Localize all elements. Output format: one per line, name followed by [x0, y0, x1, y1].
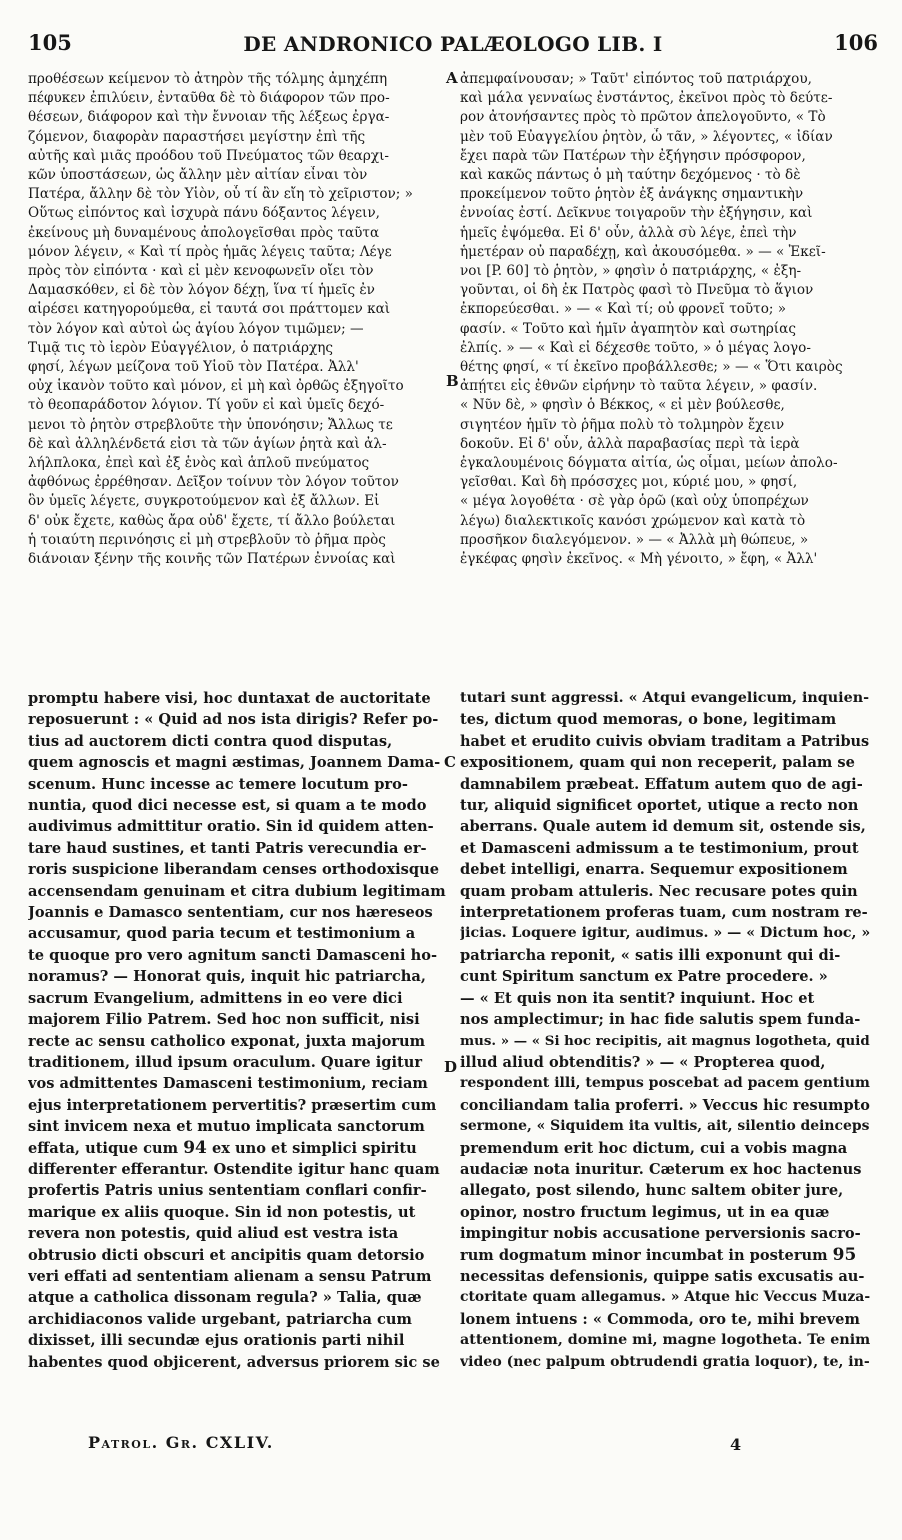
running-header [28, 30, 878, 60]
text-line: Πατέρα, ἄλλην δὲ τὸν Υἱὸν, οὗ τί ἂν εἴη τὸ χεῖριστον; » [28, 186, 413, 203]
text-line: ἀπῄτει εἰς ἐθνῶν εἰρήνην τὸ ταῦτα λέγειν, » φασίν. [460, 378, 818, 395]
text-line: καὶ κακῶς πάντως ὁ μὴ ταύτην δεχόμενος · τὸ δὲ [460, 167, 801, 184]
text-line: roris suspicione liberandam censes orthodoxisque [28, 861, 439, 879]
text-line: video (nec palpum obtrudendi gratia loquor), te, in- [460, 1353, 870, 1370]
text-line: archidiaconos valide urgebant, patriarcha cum [28, 1310, 412, 1328]
text-line: opinor, nostro fructum legimus, ut in ea quæ [460, 1203, 830, 1221]
text-line: ἀπεμφαίνουσαν; » Ταῦτ' εἰπόντος τοῦ πατριάρχου, [460, 71, 812, 87]
text-line: rum dogmatum minor incumbat in posterum 95 [460, 1244, 857, 1265]
text-line: ζόμενον, διαφορὰν παραστήσει μεγίστην ἐπὶ τῆς [28, 128, 366, 145]
text-line: ἀφθόνως ἐρρέθησαν. Δεῖξον τοίνυν τὸν λόγον τοῦτον [28, 474, 399, 491]
text-line: tius ad auctorem dicti contra quod disputas, [28, 732, 393, 750]
section-marker-c: C [444, 753, 456, 771]
text-line: promptu habere visi, hoc duntaxat de auctoritate [28, 690, 431, 707]
text-line: traditionem, illud ipsum oraculum. Quare igitur [28, 1053, 423, 1071]
page-number-left: 105 [28, 30, 72, 55]
text-line: reposuerunt : « Quid ad nos ista dirigis? Refer po- [28, 711, 439, 729]
text-line: θέσεων, διάφορον καὶ τὴν ἔννοιαν τῆς λέξεως ἐργα- [28, 109, 390, 126]
text-line: ἐκείνους μὴ δυναμένους ἀπολογεῖσθαι πρὸς ταῦτα [28, 224, 380, 241]
text-line: habentes quod objicerent, adversus priorem sic se [28, 1353, 440, 1371]
text-line: accusamur, quod paria tecum et testimonium a [28, 925, 416, 943]
text-line: μενοι τὸ ῥητὸν στρεβλοῦτε τὴν ὑπονόησιν; Ἄλλως τε [28, 416, 393, 433]
text-line: recte ac sensu catholico exponat, juxta majorum [28, 1032, 426, 1050]
column-number: 94 [183, 1137, 207, 1158]
text-line: ἡμετέραν οὐ παραδέχῃ, καὶ ἀκουσόμεθα. » — « Ἐκεῖ- [460, 243, 826, 260]
text-line: προσῆκον διαλεγόμενον. » — « Ἀλλὰ μὴ θώπευε, » [460, 531, 809, 548]
text-line: δὲ καὶ ἀλληλένδετά εἰσι τὰ τῶν ἁγίων ῥητὰ καὶ ἀλ- [28, 435, 387, 452]
text-line: ἐλπίς. » — « Καὶ εἰ δέχεσθε τοῦτο, » ὁ μέγας λογο- [460, 339, 811, 356]
text-line: dixisset, illi secundæ ejus orationis parti nihil [28, 1332, 405, 1350]
text-line: impingitur nobis accusatione perversionis sacro- [460, 1225, 861, 1243]
text-line: noramus? — Honorat quis, inquit hic patriarcha, [28, 968, 426, 986]
text-line: αἱρέσει κατηγορούμεθα, εἰ ταυτά σοι πράττομεν καὶ [28, 301, 391, 318]
text-line: μόνον λέγειν, « Καὶ τί πρὸς ἡμᾶς λέγεις ταῦτα; Λέγε [28, 243, 392, 260]
text-line: revera non potestis, quid aliud est vestra ista [28, 1225, 399, 1243]
text-line: ἡμεῖς ἐψόμεθα. Εἰ δ' οὖν, ἀλλὰ σὺ λέγε, ἐπεὶ τὴν [460, 224, 797, 241]
text-line: quam probam attuleris. Nec recusare potes quin [460, 882, 858, 900]
text-line: tutari sunt aggressi. « Atqui evangelicum, inquien- [460, 690, 870, 706]
text-line: πέφυκεν ἐπιλύειν, ἐνταῦθα δὲ τὸ διάφορον τῶν προ- [28, 90, 390, 107]
text-line: οὐχ ἱκανὸν τοῦτο καὶ μόνον, εἰ μὴ καὶ ὀρθῶς ἐξηγοῖτο [28, 378, 404, 395]
text-line: accensendam genuinam et citra dubium legitimam [28, 882, 446, 900]
text-line: tare haud sustines, et tanti Patris verecundia er- [28, 839, 427, 857]
text-line: te quoque pro vero agnitum sancti Damasceni ho- [28, 946, 438, 964]
text-line: — « Et quis non ita sentit? inquiunt. Hoc et [460, 989, 815, 1007]
text-line: νοι [P. 60] τὸ ῥητὸν, » φησὶν ὁ πατριάρχης, « ἐξη- [460, 263, 802, 280]
text-line: tur, aliquid significet oportet, utique a recto non [460, 797, 859, 815]
text-line: allegato, post silendo, hunc saltem obiter jure, [460, 1182, 844, 1200]
text-line: sacrum Evangelium, admittens in eo vere dici [28, 989, 403, 1007]
text-line: ἐγκέφας φησὶν ἐκεῖνος. « Μὴ γένοιτο, » ἔφη, « Ἀλλ' [460, 551, 818, 568]
text-line: premendum erit hoc dictum, cui a vobis magna [460, 1139, 848, 1157]
text-line: ἔχει παρὰ τῶν Πατέρων τὴν ἐξήγησιν πρόσφορον, [460, 147, 806, 164]
text-line: attentionem, domine mi, magne logotheta. Te enim [460, 1332, 871, 1349]
text-line: illud aliud obtenditis? » — « Propterea quod, [460, 1053, 826, 1071]
text-line: atque a catholica dissonam regula? » Talia, quæ [28, 1289, 422, 1307]
running-title: DE ANDRONICO PALÆOLOGO LIB. I [243, 32, 663, 56]
text-line: δοκοῦν. Εἰ δ' οὖν, ἀλλὰ παραβασίας περὶ τὰ ἱερὰ [460, 435, 800, 452]
text-line: lonem intuens : « Commoda, oro te, mihi brevem [460, 1310, 860, 1328]
text-line: λήλπλοκα, ἐπεὶ καὶ ἐξ ἑνὸς καὶ ἁπλοῦ πνεύματος [28, 455, 370, 472]
text-line: « μέγα λογοθέτα · σὲ γὰρ ὁρῶ (καὶ οὐχ ὑποπρέχων [460, 493, 809, 510]
text-line: necessitas defensionis, quippe satis excusatis au- [460, 1267, 865, 1285]
text-line: Joannis e Damasco sententiam, cur nos hæreseos [28, 904, 433, 922]
text-line: ἡ τοιαύτη περινόησις εἰ μὴ στρεβλοῦν τὸ ῥῆμα πρὸς [28, 531, 386, 548]
greek-column-right [460, 70, 872, 569]
text-line: sint invicem nexa et mutuo implicata sanctorum [28, 1118, 425, 1136]
text-line: profertis Patris unius sententiam conflari confir- [28, 1182, 427, 1200]
footer-volume: Patrol. Gr. CXLIV. [88, 1433, 274, 1452]
text-line: τὸν λόγον καὶ αὐτοὶ ὡς ἁγίου λόγον τιμῶμεν; — [28, 320, 364, 337]
text-line: expositionem, quam qui non receperit, palam se [460, 754, 855, 772]
text-line: scenum. Hunc incesse ac temere locutum pro- [28, 775, 408, 793]
text-line: majorem Filio Patrem. Sed hoc non sufficit, nisi [28, 1011, 420, 1029]
text-line: interpretationem proferas tuam, cum nostram re- [460, 904, 868, 922]
latin-column-right [460, 688, 872, 1373]
text-line: Δαμασκόθεν, εἰ δὲ τὸν λόγον δέχῃ, ἵνα τί ἡμεῖς ἐν [28, 282, 375, 299]
text-line: conciliandam talia proferri. » Veccus hic resumpto [460, 1096, 870, 1114]
text-line: jicias. Loquere igitur, audimus. » — « Dictum hoc, » [460, 925, 871, 942]
text-line: veri effati ad sententiam alienam a sensu Patrum [28, 1267, 432, 1285]
text-line: damnabilem præbeat. Effatum autem quo de agi- [460, 775, 863, 793]
text-line: Οὕτως εἰπόντος καὶ ἰσχυρὰ πάνυ δόξαντος λέγειν, [28, 205, 380, 222]
text-line: differenter efferantur. Ostendite igitur hanc quam [28, 1160, 440, 1178]
text-line: φησί, λέγων μείζονα τοῦ Υἱοῦ τὸν Πατέρα. Ἀλλ' [28, 359, 359, 376]
text-line: προκείμενον τοῦτο ῥητὸν ἐξ ἀνάγκης σημαντικὴν [460, 186, 804, 203]
text-line: τὸ θεοπαράδοτον λόγιον. Τί γοῦν εἰ καὶ ὑμεῖς δεχό- [28, 397, 385, 414]
text-line: effata, utique cum 94 ex uno et simplici spiritu [28, 1137, 417, 1158]
text-line: obtrusio dicti obscuri et ancipitis quam detorsio [28, 1246, 425, 1264]
text-line: cunt Spiritum sanctum ex Patre procedere. » [460, 968, 828, 986]
text-line: σιγητέον ἡμῖν τὸ ῥῆμα πολὺ τὸ τολμηρὸν ἔχειν [460, 416, 785, 433]
text-line: δ' οὐκ ἔχετε, καθὼς ἄρα οὐδ' ἔχετε, τί ἄλλο βούλεται [28, 512, 396, 529]
column-number: 95 [832, 1244, 857, 1265]
footer-signature: 4 [730, 1435, 742, 1454]
text-line: διάνοιαν ξένην τῆς κοινῆς τῶν Πατέρων ἐννοίας καὶ [28, 551, 396, 568]
section-marker-a: A [446, 69, 458, 87]
text-line: καὶ μάλα γενναίως ἐνστάντος, ἐκεῖνοι πρὸς τὸ δεύτε- [460, 90, 833, 107]
text-line: ctoritate quam allegamus. » Atque hic Veccus Muza- [460, 1289, 871, 1306]
text-line: respondent illi, tempus poscebat ad pacem gentium [460, 1075, 870, 1092]
latin-column-left [28, 688, 446, 1373]
text-line: debet intelligi, enarra. Sequemur expositionem [460, 861, 848, 879]
text-line: et Damasceni admissum a te testimonium, prout [460, 839, 859, 857]
text-line: κῶν ὑποστάσεων, ὡς ἄλλην μὲν αἰτίαν εἶναι τὸν [28, 167, 368, 184]
text-line: γεῖσθαι. Καὶ δὴ πρόσσχες μοι, κύριέ μου, » φησί, [460, 474, 798, 491]
text-line: γοῦνται, οἱ δὴ ἐκ Πατρὸς φασὶ τὸ Πνεῦμα τὸ ἅγιον [460, 282, 814, 299]
text-line: ἐκπορεύεσθαι. » — « Καὶ τί; οὐ φρονεῖ τοῦτο; » [460, 301, 787, 318]
page-number-right: 106 [834, 30, 878, 55]
section-marker-b: B [446, 372, 459, 390]
text-line: mus. » — « Si hoc recipitis, ait magnus logotheta, quid [460, 1032, 870, 1049]
text-line: αὐτῆς καὶ μιᾶς προόδου τοῦ Πνεύματος τῶν θεαρχι- [28, 147, 390, 164]
text-line: φασίν. « Τοῦτο καὶ ἡμῖν ἀγαπητὸν καὶ σωτηρίας [460, 320, 796, 337]
text-line: audivimus admittitur oratio. Sin id quidem atten- [28, 818, 434, 836]
text-line: « Νῦν δὲ, » φησὶν ὁ Βέκκος, « εἰ μὲν βούλεσθε, [460, 397, 785, 414]
text-line: aberrans. Quale autem id demum sit, ostende sis, [460, 818, 866, 836]
text-line: quem agnoscis et magni æstimas, Joannem Dama- [28, 754, 441, 772]
text-line: μὲν τοῦ Εὐαγγελίου ῥητὸν, ὦ τᾶν, » λέγοντες, « ἰδίαν [460, 128, 833, 145]
text-line: λέγω) διαλεκτικοῖς κανόσι χρώμενον καὶ κατὰ τὸ [460, 512, 806, 529]
text-line: patriarcha reponit, « satis illi exponunt qui di- [460, 946, 841, 964]
greek-column-left [28, 70, 446, 569]
text-line: audaciæ nota inuritur. Cæterum ex hoc hactenus [460, 1160, 862, 1178]
text-line: marique ex aliis quoque. Sin id non potestis, ut [28, 1203, 416, 1221]
text-line: Τιμᾷ τις τὸ ἱερὸν Εὐαγγέλιον, ὁ πατριάρχης [28, 339, 333, 356]
text-line: nuntia, quod dici necesse est, si quam a te modo [28, 797, 427, 815]
text-line: tes, dictum quod memoras, o bone, legitimam [460, 711, 837, 729]
text-line: ejus interpretationem pervertitis? præsertim cum [28, 1096, 437, 1114]
text-line: sermone, « Siquidem ita vultis, ait, silentio deinceps [460, 1118, 870, 1135]
text-line: ἐννοίας ἐστί. Δεῖκνυε τοιγαροῦν τὴν ἐξήγησιν, καὶ [460, 205, 813, 222]
text-line: πρὸς τὸν εἰπόντα · καὶ εἰ μὲν κενοφωνεῖν οἴει τὸν [28, 263, 374, 280]
text-line: θέτης φησί, « τί ἐκεῖνο προβάλλεσθε; » — « Ὅτι καιρὸς [460, 359, 843, 376]
text-line: προθέσεων κείμενον τὸ ἀτηρὸν τῆς τόλμης ἀμηχέπη [28, 71, 388, 87]
text-line: vos admittentes Damasceni testimonium, reciam [28, 1075, 428, 1093]
section-marker-d: D [444, 1058, 458, 1076]
text-line: nos amplectimur; in hac fide salutis spem funda- [460, 1011, 861, 1029]
text-line: ἐγκαλουμένοις δόγματα αἰτία, ὡς οἶμαι, μείων ἀπολο- [460, 455, 838, 472]
text-line: ρον ἀτονήσαντες πρὸς τὸ πρῶτον ἀπελογοῦντο, « Τὸ [460, 109, 826, 126]
text-line: ὃν ὑμεῖς λέγετε, συγκροτούμενον καὶ ἐξ ἄλλων. Εἰ [28, 493, 380, 510]
text-line: habet et erudito cuivis obviam traditam a Patribus [460, 732, 870, 750]
